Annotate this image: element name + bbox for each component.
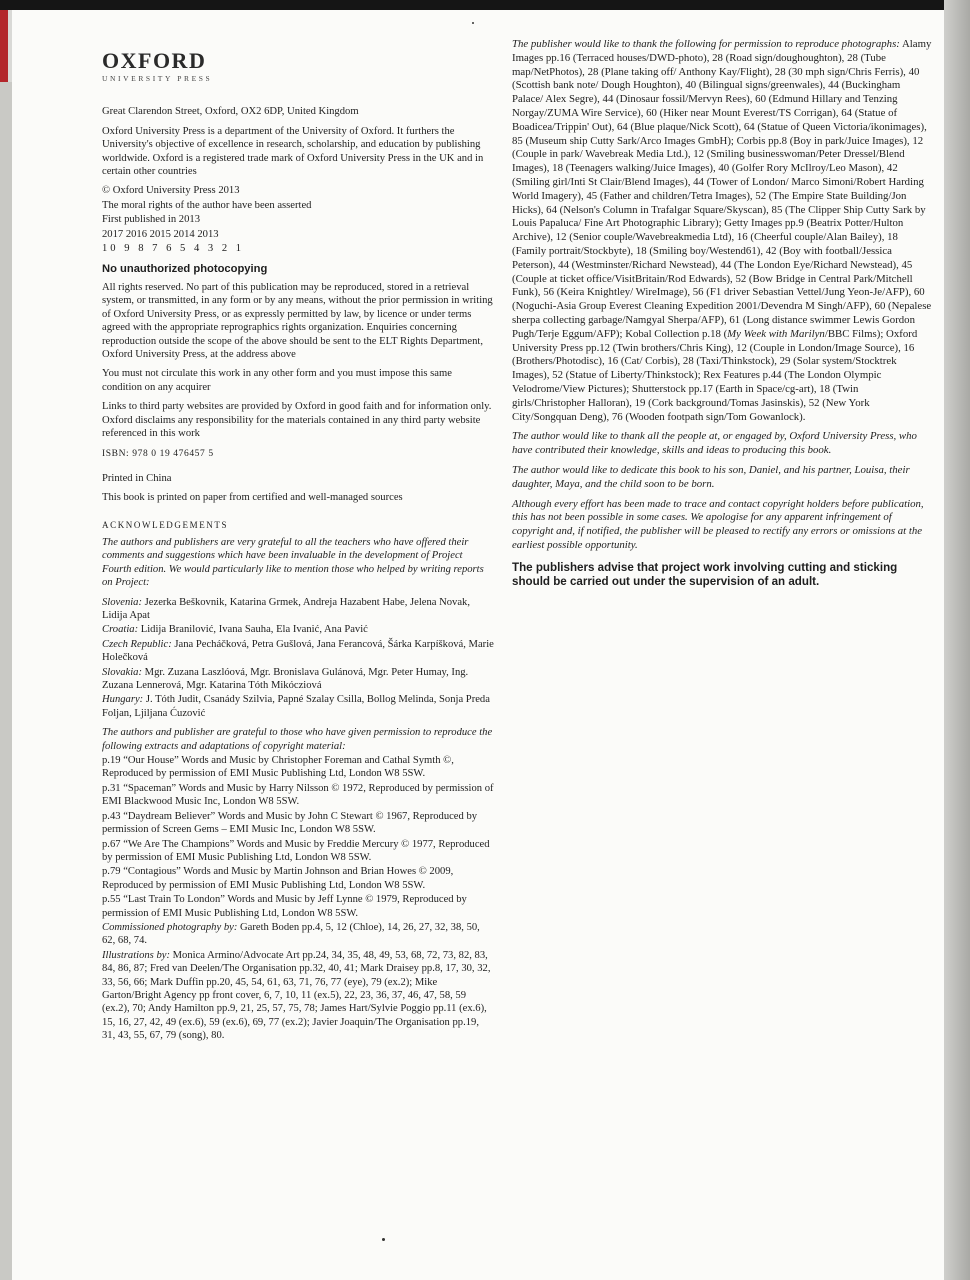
country-entry: Croatia: Lidija Branilović, Ivana Sauha, Ela Ivanić, Ana Pavić — [102, 624, 368, 636]
copyright-material-intro: The authors and publisher are grateful to those who have given permission to reproduce the following extracts and adaptations of copyright material: — [102, 727, 493, 752]
illustrations: Illustrations by: Monica Armino/Advocate Art pp.24, 34, 35, 48, 49, 53, 68, 72, 73, 82, 83, 84, 86, 87; Fred van Deelen/The Organisation pp.32, 40, 41; Mark Draisey pp.8, 17, 30, 32, 33, 56, 66; Mark Duffin pp.20, 45, 54, 61, 63, 71, 76, 77 (eye), 79 (ex.2); Mike Garton/Bright Agency pp front cover, 6, 7, 10, 11 (ex.5), 22, 23, 36, 37, 46, 47, 58, 59 (ex.2), 70; Andy Hamilton pp.9, 21, 25, 57, 75, 78; James Hart/Sylvie Poggio pp.11 (ex.6), 15, 16, 27, 42, 49 (ex.6), 59 (ex.6), 69, 77 (ex.2); Javier Joaquin/The Organisation pp.19, 31, 43, 55, 67, 79 (song), 80. — [102, 949, 491, 1042]
photo-credits: The publisher would like to thank the following for permission to reproduce photographs: Alamy Images pp.16 (Terraced houses/DWD-photo), 28 (Road sign/doughoughton), 28 (Tube map/NetPhotos), 28 (Plane taking off/ Anthony Kay/Flight), 28 (30 mph sign/Chris Ferris), 40 (Scottish bank note/ Dough Houghton), 40 (Bilingual signs/greenwales), 44 (Buckingham Palace/ Alex Segre), 44 (Dinosaur fossil/Mervyn Rees), 60 (Edmund Hillary and Tenzing Norgay/ZUMA Wire Service), 60 (Hiker near Mount Everest/TS Corrigan), 64 (Statue of Boadicea/Trippin' Out), 64 (Blue plaque/Nick Scott), 64 (Statue of Queen Victoria/ikonimages), 85 (Museum ship Cutty Sark/Arco Images GmbH); Corbis pp.8 (Boy in park/Juice Images), 12 (Couple in park/ Wavebreak Media Ltd.), 12 (Smiling businesswoman/Peter Dressel/Blend Images), 18 (Teenagers walking/Juice Images), 40 (Golfer Rory McIlroy/Leo Mason), 42 (Smiling girl/Inti St Clair/Blend Images), 44 (Tower of London/ Marco Simoni/Robert Harding World Imagery), 45 (Father and children/Tetra Images), 52 (The Empire State Building/Jon Hicks), 64 (Nelson's Column in Trafalgar Square/Skyscan), 85 (The Clipper Ship Cutty Sark by Louis Papaluca/ Fine Art Photographic Library); Getty Images pp.9 (Beatrix Potter/Hulton Archive), 12 (Senior couple/Wavebreakmedia Ltd), 16 (Cheerful couple/Alan Bailey), 18 (Family portrait/Stockbyte), 18 (Smiling boy/Westend61), 42 (Boy with football/Jessica Peterson), 44 (Westminster/Richard Newstead), 44 (The London Eye/Richard Newstead), 45 (Couple at ticket office/VisitBritain/Rod Edwards), 52 (Bow Bridge in Central Park/Mitchell Funk), 56 (Keira Knightley/ WireImage), 56 (F1 driver Sebastian Vettel/Jung Yeon-Je/AFP), 60 (Noguchi-Asia Group Everest Cleaning Expedition 2001/Devendra M Singh/AFP), 60 (Nepalese sherpa collecting garbage/Namgyal Sherpa/AFP), 61 (Long distance swimmer Lewis Gordon Pugh/Terje Eggum/AFP); Kobal Collection p.18 (My Week with Marilyn/BBC Films); Oxford University Press pp.12 (Twin brothers/Chris King), 12 (Couple in London/Image Source), 16 (Brothers/Photodisc), 16 (Cat/ Corbis), 28 (Taxi/Thinkstock), 29 (Solar system/Stocktrek Images), 52 (Statue of Liberty/Thinkstock); Rex Features p.44 (The London Olympic Velodrome/View Pictures); Shutterstock pp.17 (Earth in Space/cg-art), 18 (Twin girls/Christopher Halloran), 19 (Cork background/Tomas Jasinskis), 52 (New York City/Songquan Deng), 76 (Wooden footpath sign/Tom Gowanlock). — [512, 38, 932, 423]
country-entry: Slovenia: Jezerka Beškovnik, Katarina Grmek, Andreja Hazabent Habe, Jelena Novak, Lidija Apat — [102, 596, 471, 621]
oxford-logo: OXFORD — [102, 48, 207, 73]
oup-description: Oxford University Press is a department of the University of Oxford. It furthers the University's objective of excellence in research, scholarship, and education by publishing worldwide. Oxford is a registered trade mark of Oxford University Press in the UK and in certain other countries — [102, 125, 484, 178]
commissioned-photography: Commissioned photography by: Gareth Boden pp.4, 5, 12 (Chloe), 14, 26, 27, 32, 38, 50, 62, 68, 74. — [102, 921, 480, 947]
dedication: The author would like to dedicate this book to his son, Daniel, and his partner, Louisa, their daughter, Maya, and the child soon to be born. — [512, 463, 910, 490]
copyright-apology: Although every effort has been made to trace and contact copyright holders before publication, this has not been possible in some cases. We apologise for any apparent infringement of copyright and, if notified, the publisher will be pleased to rectify any errors or omissions at the earliest possible opportunity. — [512, 497, 924, 551]
address: Great Clarendon Street, Oxford, OX2 6DP, United Kingdom — [102, 106, 359, 118]
page-shadow-right — [944, 0, 970, 1280]
page-shadow-left — [0, 82, 12, 1280]
print-numbers: 10 9 8 7 6 5 4 3 2 1 — [102, 243, 245, 255]
scan-speck — [382, 1238, 385, 1241]
country-entry: Slovakia: Mgr. Zuzana Laszlóová, Mgr. Bronislava Gulánová, Mgr. Peter Humay, Ing. Zuzana Lennerová, Mgr. Katarina Tóth Mikócziová — [102, 666, 469, 692]
red-cover-edge — [0, 10, 8, 82]
acknowledgements-heading: ACKNOWLEDGEMENTS — [102, 519, 229, 530]
song-credit: p.79 “Contagious” Words and Music by Martin Johnson and Brian Howes © 2009, Reproduced by permission of EMI Music Publishing Ltd, London W8 5SW. — [102, 866, 454, 891]
song-credit: p.55 “Last Train To London” Words and Music by Jeff Lynne © 1979, Reproduced by permission of EMI Music Publishing Ltd, London W8 5SW. — [102, 894, 467, 919]
copyright-page — [12, 10, 944, 1280]
isbn: ISBN: 978 0 19 476457 5 — [102, 449, 214, 460]
country-entry: Hungary: J. Tóth Judit, Csanády Szilvia, Papné Szalay Csilla, Bollog Melinda, Sonja Preda Foljan, Ljiljana Ćuzović — [102, 694, 490, 719]
rights-text: All rights reserved. No part of this publication may be reproduced, stored in a retrieval system, or transmitted, in any form or by any means, without the prior permission in writing of Oxford University Press, or as expressly permitted by law, by licence or under terms agreed with the appropriate reprographics rights organization. Enquiries concerning reproduction outside the scope of the above should be sent to the ELT Rights Department, Oxford University Press, at the address above — [102, 281, 493, 360]
copyright-line: © Oxford University Press 2013 — [102, 185, 240, 197]
country-entry: Czech Republic: Jana Pecháčková, Petra Gušlová, Jana Ferancová, Šárka Karpíšková, Marie Holečková — [102, 638, 494, 664]
ack-intro: The authors and publishers are very grateful to all the teachers who have offered their comments and suggestions which have been invaluable in the development of Project Fourth edition. We would particularly like to mention those who helped by writing reports on Project: — [102, 536, 484, 589]
song-credit: p.43 “Daydream Believer” Words and Music by John C Stewart © 1967, Reproduced by permission of Screen Gems – EMI Music Inc, London W8 5SW. — [102, 810, 478, 836]
links-text: Links to third party websites are provided by Oxford in good faith and for information only. Oxford disclaims any responsibility for the materials contained in any third party website referenced in this work — [102, 401, 492, 439]
oxford-logo-sub: UNIVERSITY PRESS — [102, 74, 213, 83]
song-credit: p.31 “Spaceman” Words and Music by Harry Nilsson © 1972, Reproduced by permission of EMI Blackwood Music Inc, London W8 5SW. — [102, 782, 494, 808]
scan-edge-top — [0, 0, 970, 10]
circulate-text: You must not circulate this work in any other form and you must impose this same condition on any acquirer — [102, 368, 452, 393]
first-published: First published in 2013 — [102, 214, 200, 226]
moral-rights: The moral rights of the author have been asserted — [102, 199, 312, 211]
country-list — [102, 596, 494, 721]
photocopy-heading: No unauthorized photocopying — [102, 263, 268, 276]
song-credit: p.19 “Our House” Words and Music by Christopher Foreman and Cathal Symth ©, Reproduced by permission of EMI Music Publishing Ltd, London W8 5SW. — [102, 755, 454, 780]
right-column — [512, 38, 932, 590]
scan-speck — [472, 22, 474, 24]
song-credit: p.67 “We Are The Champions” Words and Music by Freddie Mercury © 1977, Reproduced by permission of EMI Music Publishing Ltd, London W8 5SW. — [102, 838, 490, 863]
supervision-notice: The publishers advise that project work involving cutting and sticking should be carried out under the supervision of an adult. — [512, 560, 898, 589]
left-column — [102, 50, 494, 1049]
print-years: 2017 2016 2015 2014 2013 — [102, 228, 219, 240]
paper-text: This book is printed on paper from certified and well-managed sources — [102, 492, 403, 504]
author-thanks: The author would like to thank all the people at, or engaged by, Oxford University Press, who have contributed their knowledge, skills and ideas to producing this book. — [512, 430, 917, 457]
printed-in: Printed in China — [102, 472, 172, 484]
